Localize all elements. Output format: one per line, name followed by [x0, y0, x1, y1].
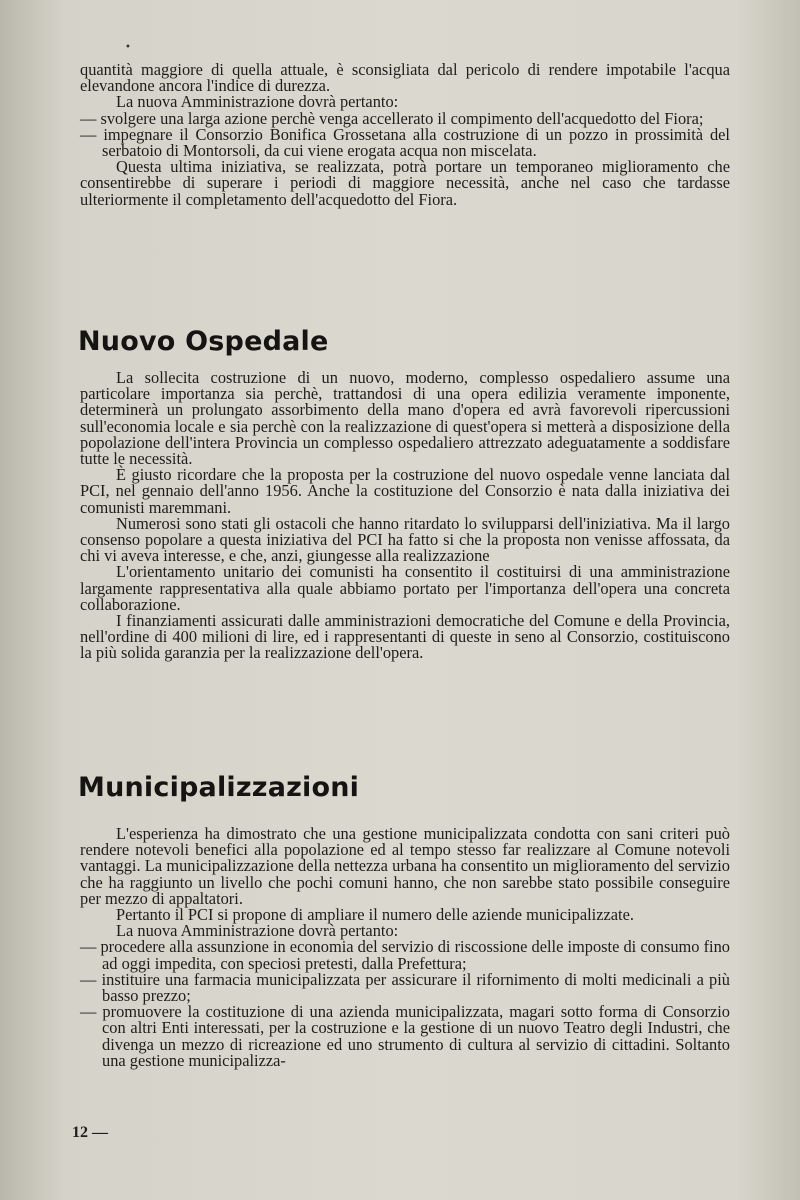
- section-heading: Municipalizzazioni: [78, 772, 360, 803]
- section-heading: Nuovo Ospedale: [78, 326, 329, 357]
- ink-mark: •: [125, 42, 131, 53]
- list-item: — impegnare il Consorzio Bonifica Grossetana alla costruzione di un pozzo in prossimità del serbatoio di Montorsoli, da cui viene erogata acqua non miscelata.: [80, 124, 730, 161]
- intro-section: [80, 62, 730, 208]
- paragraph: I finanziamenti assicurati dalle amministrazioni democratiche del Comune e della Provincia, nell'ordine di 400 milioni di lire, ed i rappresentanti di queste in seno al Consorzio, costituiscono la più solida garanzia per la realizzazione dell'opera.: [80, 611, 730, 663]
- paragraph: La sollecita costruzione di un nuovo, moderno, complesso ospedaliero assume una particolare importanza sia perchè, trattandosi di una opera edilizia veramente imponente, determinerà un prolungato assorbimento della mano d'opera ed avrà favorevoli ripercussioni sull'economia locale e sia perchè con la realizzazione di quest'opera si metterà a disposizione della popolazione dell'intera Provincia un complesso ospedaliero attrezzato adeguatamente a soddisfare tutte le necessità.: [80, 368, 730, 469]
- list-item: — procedere alla assunzione in economia del servizio di riscossione delle imposte di consumo fino ad oggi impedita, con speciosi pretesti, dalla Prefettura;: [80, 937, 730, 973]
- paragraph: L'orientamento unitario dei comunisti ha consentito il costituirsi di una amministrazione largamente rappresentativa alla quale abbiamo portato per l'importanza dell'opera una concreta collaborazione.: [80, 562, 730, 614]
- paragraph: La nuova Amministrazione dovrà pertanto:: [116, 92, 399, 112]
- list-item: — instituire una farmacia municipalizzata per assicurare il rifornimento di molti medicinali a più basso prezzo;: [80, 969, 730, 1006]
- list-item: — svolgere una larga azione perchè venga accellerato il compimento dell'acquedotto del Fiora;: [80, 108, 704, 128]
- paragraph: Pertanto il PCI si propone di ampliare il numero delle aziende municipalizzate.: [116, 905, 634, 925]
- paragraph: È giusto ricordare che la proposta per la costruzione del nuovo ospedale venne lanciata dal PCI, nel gennaio dell'anno 1956. Anche la costituzione del Consorzio è nata dalla iniziativa dei comunisti maremmani.: [80, 465, 730, 517]
- paragraph: quantità maggiore di quella attuale, è sconsigliata dal pericolo di rendere impotabile l'acqua elevandone ancora l'indice di durezza.: [80, 60, 730, 96]
- paragraph: La nuova Amministrazione dovrà pertanto:: [116, 921, 399, 941]
- municipalizzazioni-section: [80, 826, 730, 1069]
- page-number: 12 —: [72, 1124, 108, 1141]
- ospedale-section: [80, 370, 730, 662]
- paragraph: L'esperienza ha dimostrato che una gestione municipalizzata condotta con sani criteri può rendere notevoli benefici alla popolazione ed al tempo stesso far realizzare al Comune notevoli vantaggi. La municipalizzazione della nettezza urbana ha consentito un miglioramento del servizio che ha raggiunto un livello che pochi comuni hanno, che non sarebbe stato possibile conseguire per mezzo di appaltatori.: [80, 824, 730, 908]
- list-item: — promuovere la costituzione di una azienda municipalizzata, magari sotto forma di Consorzio con altri Enti interessati, per la costruzione e la gestione di un nuovo Teatro degli Industri, che divenga un mezzo di ricreazione ed uno strumento di cultura al servizio di cittadini. Soltanto una gestione municipalizza-: [80, 1002, 730, 1070]
- paragraph: Numerosi sono stati gli ostacoli che hanno ritardato lo svilupparsi dell'iniziativa. Ma il largo consenso popolare a questa iniziativa del PCI ha fatto si che la proposta non venisse affossata, da chi vi aveva interesse, e che, anzi, giungesse alla realizzazione: [80, 513, 730, 566]
- paragraph: Questa ultima iniziativa, se realizzata, potrà portare un temporaneo miglioramento che consentirebbe di superare i periodi di maggiore necessità, anche nel caso che tardasse ulteriormente il completamento dell'acquedotto del Fiora.: [80, 157, 730, 209]
